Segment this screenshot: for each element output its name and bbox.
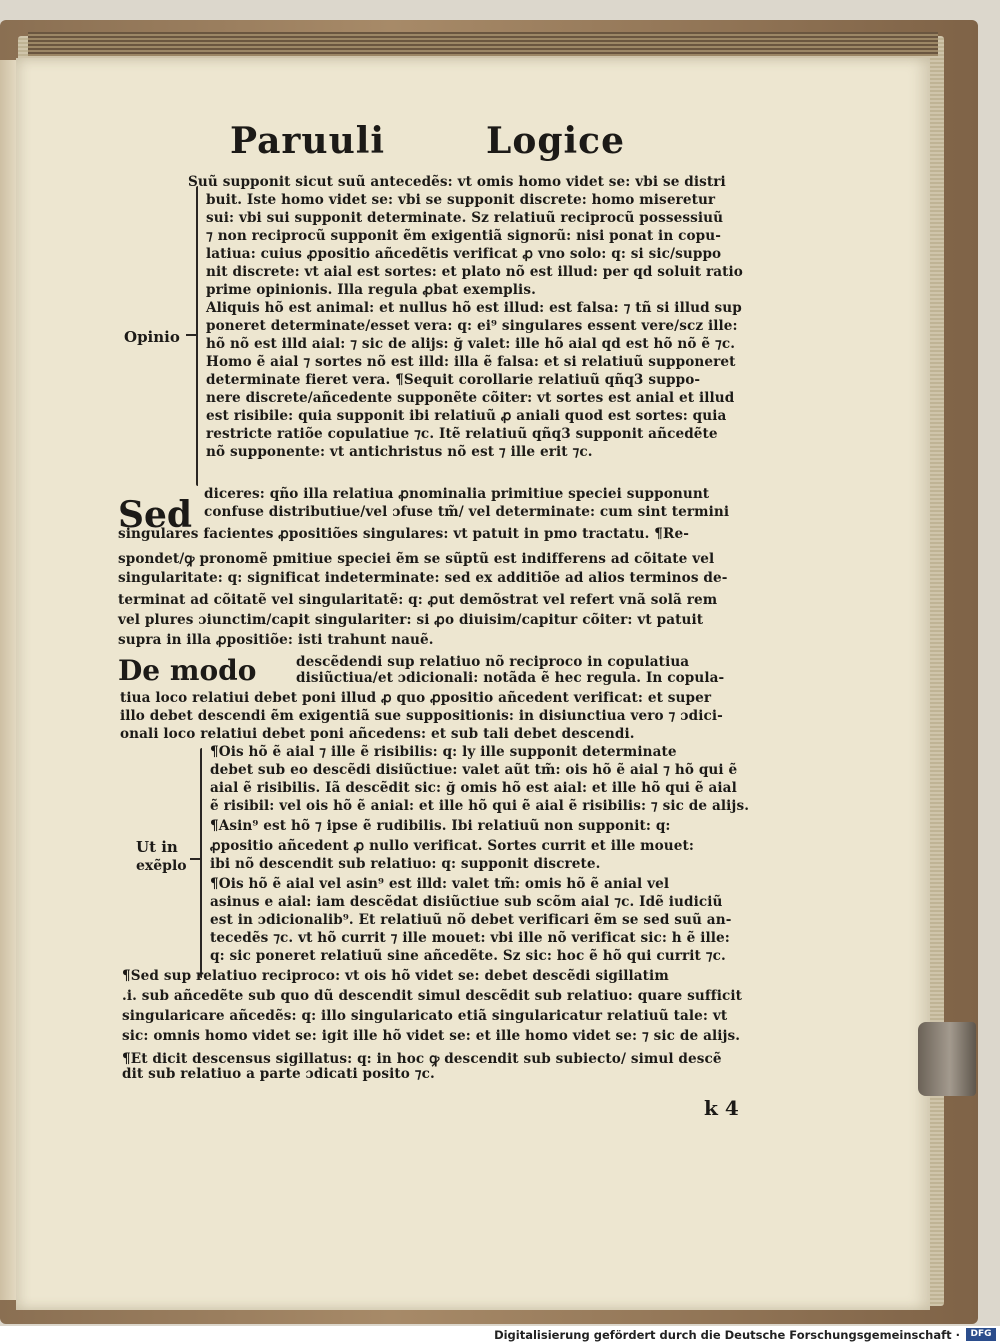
text-line: tecedẽs ⁊c. vt hõ currit ⁊ ille mouet: vbi ille nõ verificat sic: h ẽ ille: [210,930,730,946]
text-line: onali loco relatiui debet poni añcedens: et sub tali debet descendi. [120,726,635,742]
text-line: descẽdendi sup relatiuo nõ reciproco in copulatiua [296,654,690,670]
text-line: vel plures ɔiunctim/capit singulariter: si ꝓo diuisim/capitur cõiter: vt patuit [118,612,704,628]
brace-opinio-tip [186,334,196,336]
text-line: Aliquis hõ est animal: et nullus hõ est illud: est falsa: ⁊ tñ si illud sup [206,300,742,316]
brace-exemplo [200,748,202,978]
text-line: buit. Iste homo videt se: vbi se supponit discrete: homo miseretur [206,192,716,208]
margin-note-opinio: Opinio [124,328,180,346]
text-line: Homo ẽ aial ⁊ sortes nõ est illd: illa ẽ falsa: et si relatiuũ supponeret [206,354,736,370]
running-head-right: Logice [486,120,625,162]
brace-opinio [196,186,198,486]
text-line: aial ẽ risibilis. Iã descẽdit sic: ğ omis hõ est aial: et ille hõ qui ẽ aial [210,780,737,796]
text-line: latiua: cuius ꝓpositio añcedẽtis verificat ꝓ vno solo: q: si sic/suppo [206,246,722,262]
text-line: singularicare añcedẽs: q: illo singularicato etiã singularicatur relatiuũ tale: vt [122,1008,728,1024]
text-line: ibi nõ descendit sub relatiuo: q: supponit discrete. [210,856,601,872]
text-line: debet sub eo descẽdi disiũctiue: valet aũt tm̃: ois hõ ẽ aial ⁊ hõ qui ẽ [210,762,738,778]
text-line: ẽ risibil: vel ois hõ ẽ anial: et ille hõ qui ẽ aial ẽ risibilis: ⁊ sic de alijs. [210,798,750,814]
text-line: Suũ supponit sicut suũ antecedẽs: vt omis homo videt se: vbi se distri [188,174,726,190]
text-line: spondet/ꝙ pronomẽ pmitiue speciei ẽm se sũptũ est indifferens ad cõitate vel [118,551,715,567]
text-line: ⁊ non reciprocũ supponit ẽm exigentiã signorũ: nisi ponat in copu- [206,228,722,244]
text-line: sic: omnis homo videt se: igit ille hõ videt se: et ille homo videt se: ⁊ sic de alijs. [122,1028,741,1044]
running-head-left: Paruuli [230,120,386,162]
text-line: diceres: qño illa relatiua ꝓnominalia primitiue speciei supponunt [204,486,710,502]
text-line: tiua loco relatiui debet poni illud ꝓ quo ꝓpositio añcedent verificat: et super [120,690,712,706]
text-line: ¶Et dicit descensus sigillatus: q: in hoc ꝙ descendit sub subiecto/ simul descẽ [122,1051,722,1067]
text-line: est risibile: quia supponit ibi relatiuũ ꝓ aniali quod est sortes: quia [206,408,727,424]
text-line: poneret determinate/esset vera: q: ei⁹ singulares essent vere/scz ille: [206,318,738,334]
running-head [230,120,630,168]
text-line: nõ supponente: vt antichristus nõ est ⁊ ille erit ⁊c. [206,444,593,460]
footer-credit: Digitalisierung gefördert durch die Deutsche Forschungsgemeinschaft · [494,1328,960,1342]
digitization-footer [0,1326,1000,1344]
text-line: singularitate: q: significat indeterminate: sed ex additiõe ad alios terminos de- [118,570,728,586]
text-line: prime opinionis. Illa regula ꝓbat exemplis. [206,282,536,298]
margin-note-ut-in: Ut in [136,838,178,856]
text-line: est in ɔdicionalib⁹. Et relatiuũ nõ debet verificari ẽm se sed suũ an- [210,912,732,928]
text-line: confuse distributiue/vel ɔfuse tm̃/ vel determinate: cum sint termini [204,504,730,520]
text-line: ¶Ois hõ ẽ aial vel asin⁹ est illd: valet tm̃: omis hõ ẽ anial vel [210,876,670,892]
text-line: restricte ratiõe copulatiue ⁊c. Itẽ relatiuũ qñq3 supponit añcedẽte [206,426,718,442]
dfg-logo: DFG [966,1328,996,1341]
text-line: determinate fieret vera. ¶Sequit corollarie relatiuũ qñq3 suppo- [206,372,701,388]
signature-mark: k 4 [704,1096,739,1120]
text-line: ¶Sed sup relatiuo reciproco: vt ois hõ videt se: debet descẽdi sigillatim [122,968,669,984]
margin-note-exemplo: exẽplo [136,858,187,874]
text-line: .i. sub añcedẽte sub quo dũ descendit simul descẽdit sub relatiuo: quare sufficit [122,988,742,1004]
text-line: ¶Asin⁹ est hõ ⁊ ipse ẽ rudibilis. Ibi relatiuũ non supponit: q: [210,818,671,834]
text-line: ¶Ois hõ ẽ aial ⁊ ille ẽ risibilis: q: ly ille supponit determinate [210,744,677,760]
metal-clasp [918,1022,976,1096]
text-line: ꝓpositio añcedent ꝓ nullo verificat. Sortes currit et ille mouet: [210,838,695,854]
text-line: disiũctiua/et ɔdicionali: notãda ẽ hec regula. In copula- [296,670,725,686]
text-line: q: sic poneret relatiuũ sine añcedẽte. Sz sic: hoc ẽ hõ qui currit ⁊c. [210,948,726,964]
text-line: dit sub relatiuo a parte ɔdicati posito ⁊c. [122,1066,435,1082]
initial-de-modo: De modo [118,654,257,687]
text-line: singulares facientes ꝓpositiões singulares: vt patuit in pmo tractatu. ¶Re- [118,526,689,542]
text-line: sui: vbi sui supponit determinate. Sz relatiuũ reciprocũ possessiuũ [206,210,724,226]
text-line: terminat ad cõitatẽ vel singularitatẽ: q: ꝓut demõstrat vel refert vnã solã rem [118,592,718,608]
brace-exemplo-tip [190,858,200,860]
text-line: nere discrete/añcedente supponẽte cõiter: vt sortes est anial et illud [206,390,735,406]
initial-sed: Sed [118,494,193,536]
text-line: illo debet descendi ẽm exigentiã sue suppositionis: in disiunctiua vero ⁊ ɔdici- [120,708,723,724]
text-line: supra in illa ꝓpositiõe: isti trahunt nauẽ. [118,632,434,648]
text-line: hõ nõ est illd aial: ⁊ sic de alijs: ğ valet: ille hõ aial qd est hõ nõ ẽ ⁊c. [206,336,736,352]
text-line: nit discrete: vt aial est sortes: et plato nõ est illud: per qd soluit ratio [206,264,743,280]
top-page-edge [28,32,938,56]
text-line: asinus e aial: iam descẽdat disiũctiue sub scõm aial ⁊c. Idẽ iudiciũ [210,894,723,910]
